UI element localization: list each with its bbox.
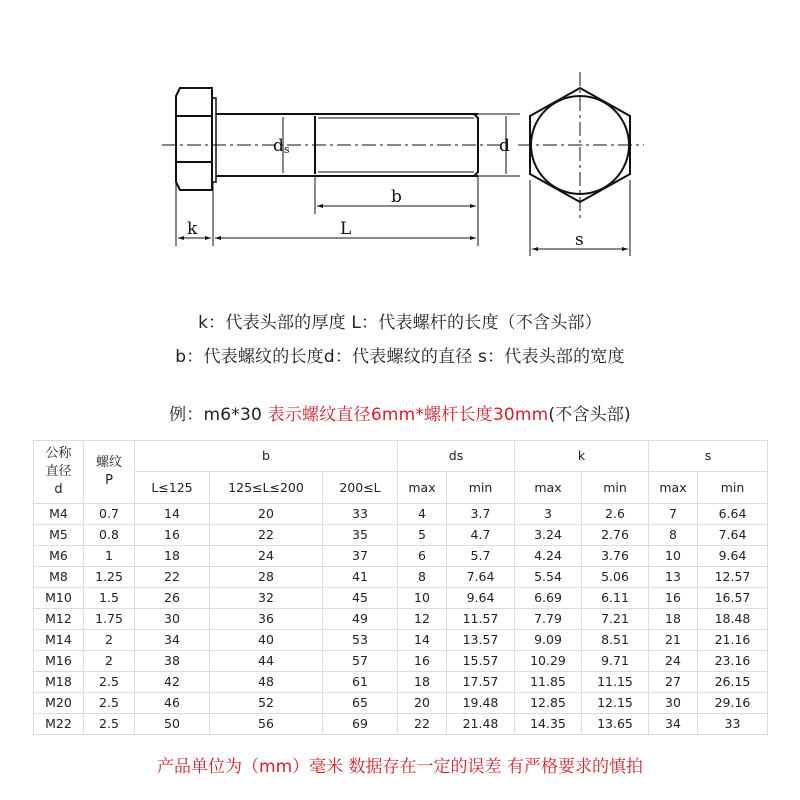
table-body [34, 504, 768, 735]
table-cell: 1.5 [84, 588, 135, 609]
table-cell: 6.64 [698, 504, 768, 525]
table-cell: 23.16 [698, 651, 768, 672]
table-cell: 20 [210, 504, 323, 525]
table-cell: 33 [323, 504, 398, 525]
table-cell: 35 [323, 525, 398, 546]
table-row [34, 693, 768, 714]
table-cell: 16 [398, 651, 447, 672]
table-row [34, 525, 768, 546]
table-cell: 14 [135, 504, 210, 525]
table-cell: 3 [515, 504, 582, 525]
table-row [34, 630, 768, 651]
header-ds-min: min [447, 472, 515, 504]
table-cell: 40 [210, 630, 323, 651]
table-cell: 21.16 [698, 630, 768, 651]
table-cell: 69 [323, 714, 398, 735]
table-cell: 7.64 [698, 525, 768, 546]
table-cell: 9.71 [582, 651, 649, 672]
table-cell: M10 [34, 588, 84, 609]
table-cell: M5 [34, 525, 84, 546]
header-row-2 [34, 472, 768, 504]
header-b-l125-200: 125≤L≤200 [210, 472, 323, 504]
legend-line-2: b：代表螺纹的长度d：代表螺纹的直径 s：代表头部的宽度 [175, 347, 625, 367]
table-cell: 18 [135, 546, 210, 567]
table-cell: 12.15 [582, 693, 649, 714]
table-cell: 5.54 [515, 567, 582, 588]
header-nominal-diameter: 公称 直径 d [34, 441, 84, 504]
table-cell: 36 [210, 609, 323, 630]
table-cell: 10 [398, 588, 447, 609]
table-cell: 7.21 [582, 609, 649, 630]
table-cell: 6.69 [515, 588, 582, 609]
table-cell: 10 [649, 546, 698, 567]
bolt-spec-table [33, 440, 768, 735]
table-cell: 5 [398, 525, 447, 546]
table-cell: 44 [210, 651, 323, 672]
table-cell: 1 [84, 546, 135, 567]
table-cell: 26 [135, 588, 210, 609]
label-L: L [340, 219, 352, 239]
table-cell: 21 [649, 630, 698, 651]
table-cell: 5.06 [582, 567, 649, 588]
table-cell: 19.48 [447, 693, 515, 714]
header-s-min: min [698, 472, 768, 504]
table-cell: 11.15 [582, 672, 649, 693]
footer-note: 产品单位为（mm）毫米 数据存在一定的误差 有严格要求的慎拍 [157, 757, 643, 777]
table-cell: 16 [135, 525, 210, 546]
table-cell: 28 [210, 567, 323, 588]
header-b-l200: 200≤L [323, 472, 398, 504]
table-cell: 2.5 [84, 672, 135, 693]
table-cell: 16.57 [698, 588, 768, 609]
table-row [34, 672, 768, 693]
table-cell: M16 [34, 651, 84, 672]
table-cell: 4.24 [515, 546, 582, 567]
table-cell: 5.7 [447, 546, 515, 567]
table-cell: 50 [135, 714, 210, 735]
table-cell: 13.57 [447, 630, 515, 651]
header-k-min: min [582, 472, 649, 504]
table-cell: 37 [323, 546, 398, 567]
header-b-l125: L≤125 [135, 472, 210, 504]
table-cell: 18.48 [698, 609, 768, 630]
table-row [34, 504, 768, 525]
table-cell: M6 [34, 546, 84, 567]
table-cell: 34 [649, 714, 698, 735]
table-cell: 14.35 [515, 714, 582, 735]
table-cell: 2.5 [84, 693, 135, 714]
table-cell: 42 [135, 672, 210, 693]
header-b: b [135, 441, 398, 472]
example-highlight: 表示螺纹直径6mm*螺杆长度30mm [267, 405, 549, 425]
table-cell: 12.57 [698, 567, 768, 588]
table-cell: 61 [323, 672, 398, 693]
table-cell: 6 [398, 546, 447, 567]
table-cell: 4.7 [447, 525, 515, 546]
table-row [34, 588, 768, 609]
label-k: k [187, 219, 198, 239]
table-cell: 6.11 [582, 588, 649, 609]
label-b: b [391, 187, 402, 207]
table-cell: 56 [210, 714, 323, 735]
table-cell: 9.09 [515, 630, 582, 651]
table-cell: M4 [34, 504, 84, 525]
table-cell: 29.16 [698, 693, 768, 714]
table-cell: 18 [649, 609, 698, 630]
table-cell: 8 [398, 567, 447, 588]
table-cell: 53 [323, 630, 398, 651]
table-cell: 9.64 [447, 588, 515, 609]
header-s: s [649, 441, 768, 472]
table-cell: 45 [323, 588, 398, 609]
table-cell: 33 [698, 714, 768, 735]
table-cell: 46 [135, 693, 210, 714]
table-cell: 14 [398, 630, 447, 651]
table-cell: 13 [649, 567, 698, 588]
table-cell: 22 [135, 567, 210, 588]
table-cell: 2.76 [582, 525, 649, 546]
table-cell: 21.48 [447, 714, 515, 735]
example-suffix: (不含头部) [548, 405, 631, 425]
table-cell: 22 [398, 714, 447, 735]
table-cell: 24 [210, 546, 323, 567]
table-cell: 3.76 [582, 546, 649, 567]
table-cell: 11.85 [515, 672, 582, 693]
table-cell: 2.6 [582, 504, 649, 525]
table-cell: 18 [398, 672, 447, 693]
header-row-1 [34, 441, 768, 472]
header-pitch: 螺纹 P [84, 441, 135, 504]
table-cell: 38 [135, 651, 210, 672]
table-cell: 32 [210, 588, 323, 609]
header-ds: ds [398, 441, 515, 472]
header-ds-max: max [398, 472, 447, 504]
table-cell: 11.57 [447, 609, 515, 630]
table-cell: 7 [649, 504, 698, 525]
table-cell: 22 [210, 525, 323, 546]
table-cell: 7.79 [515, 609, 582, 630]
table-cell: M14 [34, 630, 84, 651]
table-cell: 8.51 [582, 630, 649, 651]
table-cell: 3.7 [447, 504, 515, 525]
label-ds: ds [273, 136, 290, 156]
table-cell: M20 [34, 693, 84, 714]
table-row [34, 609, 768, 630]
table-cell: 1.25 [84, 567, 135, 588]
table-cell: 13.65 [582, 714, 649, 735]
table-cell: 9.64 [698, 546, 768, 567]
label-s: s [575, 230, 584, 250]
table-cell: 41 [323, 567, 398, 588]
table-cell: 7.64 [447, 567, 515, 588]
table-cell: 4 [398, 504, 447, 525]
table-cell: 17.57 [447, 672, 515, 693]
table-cell: 20 [398, 693, 447, 714]
table-cell: 26.15 [698, 672, 768, 693]
table-cell: 3.24 [515, 525, 582, 546]
example-prefix: 例：m6*30 [169, 405, 268, 425]
table-cell: 15.57 [447, 651, 515, 672]
table-cell: 34 [135, 630, 210, 651]
header-s-max: max [649, 472, 698, 504]
table-cell: 48 [210, 672, 323, 693]
table-cell: 2 [84, 651, 135, 672]
table-cell: 52 [210, 693, 323, 714]
bolt-head-side [176, 88, 212, 190]
table-cell: 16 [649, 588, 698, 609]
table-cell: 2.5 [84, 714, 135, 735]
header-k-max: max [515, 472, 582, 504]
label-d: d [499, 136, 510, 156]
table-cell: 57 [323, 651, 398, 672]
table-cell: M12 [34, 609, 84, 630]
table-cell: 49 [323, 609, 398, 630]
table-cell: 12.85 [515, 693, 582, 714]
table-cell: 65 [323, 693, 398, 714]
table-cell: 0.8 [84, 525, 135, 546]
header-k: k [515, 441, 649, 472]
table-cell: M8 [34, 567, 84, 588]
table-cell: M18 [34, 672, 84, 693]
table-cell: 12 [398, 609, 447, 630]
bolt-diagram [0, 0, 800, 290]
table-row [34, 546, 768, 567]
table-cell: 8 [649, 525, 698, 546]
table-cell: 1.75 [84, 609, 135, 630]
example-line [0, 400, 800, 425]
table-cell: 30 [649, 693, 698, 714]
table-cell: 10.29 [515, 651, 582, 672]
table-row [34, 651, 768, 672]
table-cell: 2 [84, 630, 135, 651]
table-cell: 0.7 [84, 504, 135, 525]
table-cell: 30 [135, 609, 210, 630]
table-cell: M22 [34, 714, 84, 735]
legend-line-1: k：代表头部的厚度 L：代表螺杆的长度（不含头部） [198, 313, 602, 333]
table-row [34, 714, 768, 735]
table-cell: 24 [649, 651, 698, 672]
table-cell: 27 [649, 672, 698, 693]
table-row [34, 567, 768, 588]
